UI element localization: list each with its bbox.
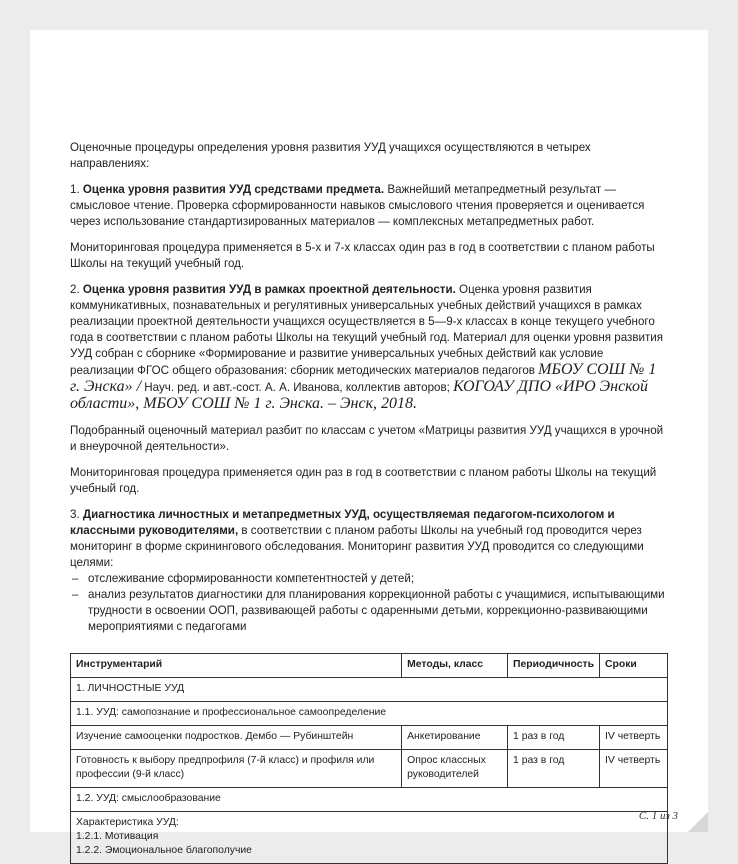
characteristics-title: Характеристика УУД: xyxy=(76,817,179,828)
list-item: – отслеживание сформированности компетентностей у детей; xyxy=(70,571,668,587)
table-cell: Готовность к выбору предпрофиля (7-й класс) и профиля или профессии (9-й класс) xyxy=(71,750,402,788)
table-header-row xyxy=(71,654,668,678)
header-instruments: Инструментарий xyxy=(71,654,402,678)
characteristics-item: 1.2.1. Мотивация xyxy=(76,831,159,842)
header-terms: Сроки xyxy=(600,654,668,678)
section-2-material: Подобранный оценочный материал разбит по классам с учетом «Матрицы развития УУД учащихся в урочной и внеурочной деятельности». xyxy=(70,424,664,453)
instruments-table xyxy=(70,653,668,864)
table-row xyxy=(71,750,668,788)
section-2-paragraph xyxy=(70,282,668,413)
list-item: – анализ результатов диагностики для планирования коррекционной работы с учащимися, испытывающими трудности в освоении ООП, развивающей работы с одаренными детьми, коррекционно-развивающими мероприятиями с педагогами xyxy=(70,587,668,635)
section-3-text: в соответствии с планом работы Школы на учебный год проводится через мониторинг в форме скринингового обследования. Мониторинг развития УУД проводится со следующими целями: xyxy=(70,524,644,569)
characteristics-cell xyxy=(71,812,668,864)
table-cell: Опрос классных руководителей xyxy=(402,750,508,788)
header-periodicity: Периодичность xyxy=(508,654,600,678)
section-row-self-knowledge: 1.1. УУД: самопознание и профессиональное самоопределение xyxy=(71,702,668,726)
table-cell: 1 раз в год xyxy=(508,750,600,788)
page-fold-corner xyxy=(688,812,708,832)
table-cell: IV четверть xyxy=(600,726,668,750)
section-2-handwritten-2: КОГОАУ ДПО «ИРО Энской области», МБОУ СОШ № 1 г. Энска. – Энск, 2018. xyxy=(70,378,649,412)
table-cell: IV четверть xyxy=(600,750,668,788)
document-body xyxy=(70,140,668,864)
section-row-personal: 1. ЛИЧНОСТНЫЕ УУД xyxy=(71,678,668,702)
intro-paragraph: Оценочные процедуры определения уровня развития УУД учащихся осуществляются в четырех направлениях: xyxy=(70,141,591,170)
section-1-number: 1. xyxy=(70,183,83,196)
characteristics-item: 1.2.2. Эмоциональное благополучие xyxy=(76,845,252,856)
section-1-paragraph xyxy=(70,182,668,230)
section-3-paragraph xyxy=(70,507,668,571)
section-2-handwritten-1: МБОУ СОШ № 1 г. Энска» / xyxy=(70,361,657,395)
table-cell: Анкетирование xyxy=(402,726,508,750)
section-2-text: Оценка уровня развития коммуникативных, познавательных и регулятивных универсальных учебных действий учащихся в рамках реализации проектной деятельности учащихся осуществляется в 5—9-х классах в конце текущего учебного года в соответствии с планом работы Школы на текущий учебный год. Материал для оценки уровня развития УУД собран с сборнике «Формирование и развитие универсальных учебных действий как условие реализации ФГОС общего образования: сборник методических материалов педагогов xyxy=(70,283,664,377)
section-3-number: 3. xyxy=(70,508,83,521)
section-1-text: Важнейший метапредметный результат — смысловое чтение. Проверка сформированности навыков смыслового чтения проверяется и оценивается через использование стандартизированных материалов — комплексных метапредметных работ. xyxy=(70,183,645,228)
table-cell: Изучение самооценки подростков. Дембо — Рубинштейн xyxy=(71,726,402,750)
section-2-monitoring: Мониторинговая процедура применяется один раз в год в соответствии с планом работы Школы на текущий учебный год. xyxy=(70,466,657,495)
section-2-text-2: Науч. ред. и авт.-сост. А. А. Иванова, коллектив авторов; xyxy=(141,381,454,394)
page-number: С. 1 из 3 xyxy=(638,810,678,822)
goals-list xyxy=(70,571,668,635)
section-1-monitoring: Мониторинговая процедура применяется в 5-х и 7-х классах один раз в год в соответствии с планом работы Школы на текущий учебный год. xyxy=(70,241,655,270)
header-methods: Методы, класс xyxy=(402,654,508,678)
section-2-number: 2. xyxy=(70,283,83,296)
table-row xyxy=(71,726,668,750)
table-row xyxy=(71,678,668,702)
table-cell: 1 раз в год xyxy=(508,726,600,750)
table-row xyxy=(71,812,668,864)
table-row xyxy=(71,788,668,812)
section-3-title: Диагностика личностных и метапредметных УУД, осуществляемая педагогом-психологом и классными руководителями, xyxy=(70,508,615,537)
section-2-title: Оценка уровня развития УУД в рамках проектной деятельности. xyxy=(82,283,456,296)
table-row xyxy=(71,702,668,726)
section-row-meaning: 1.2. УУД: смыслообразование xyxy=(71,788,668,812)
section-1-title: Оценка уровня развития УУД средствами предмета. xyxy=(82,183,385,196)
document-page xyxy=(30,30,708,856)
